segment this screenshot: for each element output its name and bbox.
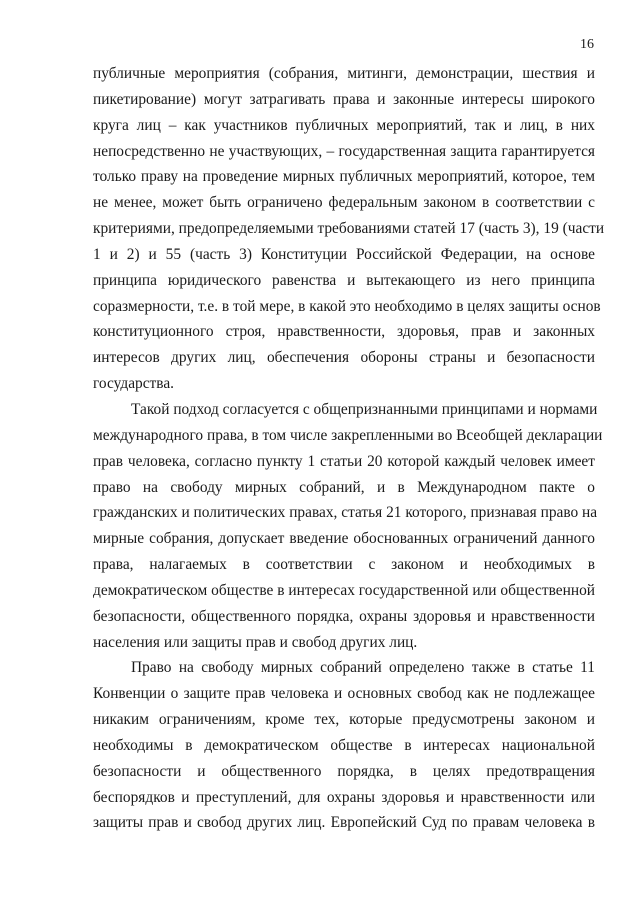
paragraph (93, 655, 595, 836)
text-line: прав человека, согласно пункту 1 статьи 20 которой каждый человек имеет (93, 452, 595, 470)
text-line: мирные собрания, допускает введение обоснованных ограничений данного (93, 530, 595, 548)
body-text (93, 61, 605, 836)
text-line: публичные мероприятия (собрания, митинги, демонстрации, шествия и (93, 65, 595, 82)
text-line: право на свободу мирных собраний, и в Международном пакте о (93, 478, 595, 496)
text-line: Конвенции о защите прав человека и основных свобод как не подлежащее (93, 685, 595, 703)
text-line: безопасности и общественного порядка, в целях предотвращения (93, 762, 595, 780)
paragraph (93, 397, 603, 655)
text-line: безопасности, общественного порядка, охраны здоровья и нравственности (93, 607, 595, 625)
text-line: государства. (93, 375, 175, 393)
text-line: никаким ограничениям, кроме тех, которые предусмотрены законом и (93, 711, 595, 729)
text-line: гражданских и политических правах, статья 21 которого, признавая право на (93, 504, 598, 522)
text-line: соразмерности, т.е. в той мере, в какой это необходимо в целях защиты основ (93, 297, 601, 315)
text-line: пикетирование) могут затрагивать права и законные интересы широкого (93, 90, 595, 108)
text-line: не менее, может быть ограничено федеральным законом в соответствии с (93, 194, 595, 212)
text-line: Право на свободу мирных собраний определено также в статье 11 (131, 659, 595, 677)
text-line: демократическом обществе в интересах государственной или общественной (93, 581, 595, 599)
paragraph (93, 61, 605, 397)
text-line: принципа юридического равенства и вытекающего из него принципа (93, 271, 595, 289)
text-line: защиты прав и свобод других лиц. Европейский Суд по правам человека в (93, 814, 595, 832)
text-line: необходимы в демократическом обществе в интересах национальной (93, 736, 595, 754)
text-line: населения или защиты прав и свобод других лиц. (93, 633, 418, 651)
text-line: 1 и 2) и 55 (часть 3) Конституции Российской Федерации, на основе (93, 245, 595, 263)
text-line: беспорядков и преступлений, для охраны здоровья и нравственности или (93, 788, 595, 806)
page-number: 16 (580, 37, 594, 52)
text-line: только праву на проведение мирных публичных мероприятий, которое, тем (93, 168, 595, 186)
text-line: круга лиц – как участников публичных мероприятий, так и лиц, в них (93, 116, 595, 134)
text-line: непосредственно не участвующих, – государственная защита гарантируется (93, 142, 595, 160)
text-line: конституционного строя, нравственности, здоровья, прав и законных (93, 323, 595, 341)
text-line: критериями, предопределяемыми требованиями статей 17 (часть 3), 19 (части (93, 220, 605, 238)
text-line: Такой подход согласуется с общепризнанными принципами и нормами (131, 400, 598, 418)
text-line: международного права, в том числе закрепленными во Всеобщей декларации (93, 426, 603, 444)
text-line: права, налагаемых в соответствии с законом и необходимых в (93, 556, 595, 574)
text-line: интересов других лиц, обеспечения обороны страны и безопасности (93, 349, 595, 367)
